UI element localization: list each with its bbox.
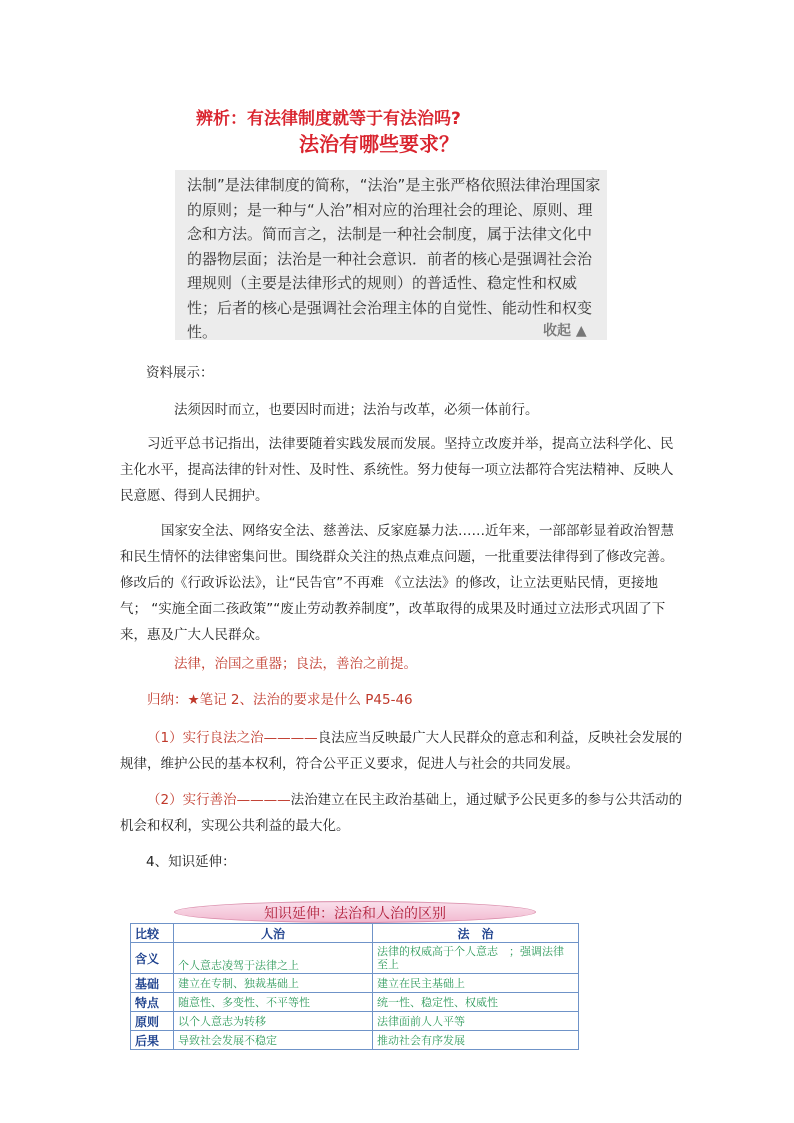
- row-label: 含义: [131, 943, 174, 974]
- fazhi-cell: 统一性、稳定性、权威性: [373, 993, 579, 1012]
- table-row: [131, 943, 579, 974]
- renzhi-cell: 随意性、多变性、不平等性: [174, 993, 373, 1012]
- column-header-fazhi: 法 治: [373, 924, 579, 943]
- quote-1: 法须因时而立，也要因时而进；法治与改革，必须一体前行。: [174, 402, 539, 418]
- table-row: [131, 1012, 579, 1031]
- column-header-compare: 比较: [131, 924, 174, 943]
- comparison-table: [130, 923, 579, 1050]
- paragraph-2: 国家安全法、网络安全法、慈善法、反家庭暴力法……近年来，一部部彰显着政治智慧和民生情怀的法律密集问世。围绕群众关注的热点难点问题，一批重要法律得到了修改完善。修改后的《行政诉讼法》，让“民告官”不再难 《立法法》的修改，让立法更贴民情，更接地气； “实施全面二孩政策”“废止劳动教养制度”，改革取得的成果及时通过立法形式巩固了下来，惠及广大人民群众。: [120, 523, 674, 643]
- table-banner: [174, 901, 536, 923]
- fazhi-cell: 建立在民主基础上: [373, 974, 579, 993]
- page-title: 辨析：有法律制度就等于有法治吗?: [196, 109, 461, 129]
- collapse-button[interactable]: 收起 ▲: [543, 323, 587, 339]
- table-row: [131, 974, 579, 993]
- requirement-2-head: （2）实行善治————: [147, 792, 291, 808]
- material-label: 资料展示：: [146, 365, 214, 381]
- table-banner-text: 知识延伸：法治和人治的区别: [264, 906, 446, 922]
- renzhi-cell: 以个人意志为转移: [174, 1012, 373, 1031]
- table-row: [131, 1031, 579, 1050]
- requirement-1: [120, 725, 685, 777]
- row-label: 原则: [131, 1012, 174, 1031]
- excerpt-text: 法制”是法律制度的简称，“法治”是主张严格依照法律治理国家的原则；是一种与“人治”相对应的治理社会的理论、原则、理念和方法。简而言之，法制是一种社会制度，属于法律文化中的器物层面；法治是一种社会意识．前者的核心是强调社会治理规则（主要是法律形式的规则）的普适性、稳定性和权威性；后者的核心是强调社会治理主体的自觉性、能动性和权变性。: [187, 176, 601, 340]
- table-header-row: [131, 924, 579, 943]
- renzhi-cell: 建立在专制、独裁基础上: [174, 974, 373, 993]
- renzhi-cell: 导致社会发展不稳定: [174, 1031, 373, 1050]
- requirement-1-head: （1）实行良法之治————: [147, 730, 318, 746]
- fazhi-cell: 法律的权威高于个人意志 ；强调法律至上: [373, 943, 579, 974]
- excerpt-box: [175, 170, 607, 340]
- requirement-2-body: 法治建立在民主政治基础上，通过赋予公民更多的参与公共活动的机会和权利，实现公共利益的最大化。: [120, 792, 683, 834]
- extension-label: 4、知识延伸：: [146, 854, 236, 870]
- row-label: 后果: [131, 1031, 174, 1050]
- requirement-1-body: 良法应当反映最广大人民群众的意志和利益，反映社会发展的规律，维护公民的基本权利，符合公平正义要求，促进人与社会的共同发展。: [120, 730, 683, 772]
- row-label: 基础: [131, 974, 174, 993]
- fazhi-cell: 法律面前人人平等: [373, 1012, 579, 1031]
- requirement-2: [120, 787, 685, 839]
- fazhi-cell: 推动社会有序发展: [373, 1031, 579, 1050]
- column-header-renzhi: 人治: [174, 924, 373, 943]
- row-label: 特点: [131, 993, 174, 1012]
- paragraph-1: 习近平总书记指出，法律要随着实践发展而发展。坚持立改废并举，提高立法科学化、民主化水平，提高法律的针对性、及时性、系统性。努力使每一项立法都符合宪法精神、反映人民意愿、得到人民拥护。: [120, 436, 674, 504]
- renzhi-cell: 个人意志凌驾于法律之上: [174, 943, 373, 974]
- summary-line: 归纳：★笔记 2、法治的要求是什么 P45-46: [147, 692, 413, 708]
- table-row: [131, 993, 579, 1012]
- quote-2: 法律，治国之重器；良法，善治之前提。: [174, 656, 417, 672]
- page-subtitle: 法治有哪些要求？: [299, 132, 459, 156]
